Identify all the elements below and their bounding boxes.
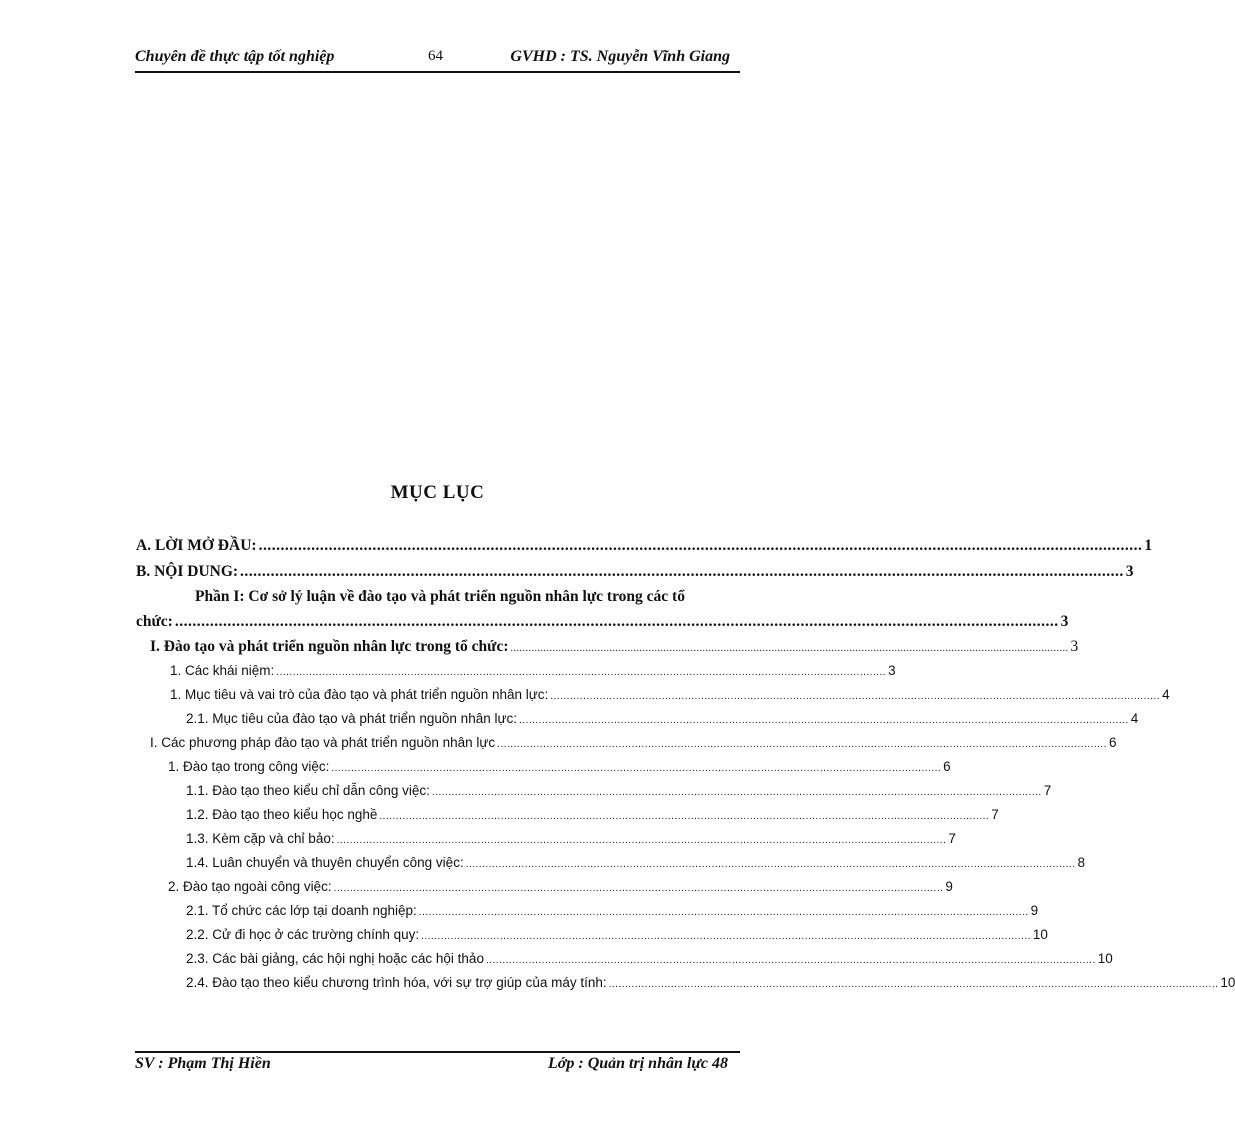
toc-label: B. NỘI DUNG: bbox=[136, 563, 239, 580]
toc-leader: .......................................................................................................................................................................................... bbox=[418, 907, 1029, 918]
toc-entry[interactable] bbox=[186, 805, 999, 825]
toc-entry[interactable] bbox=[186, 973, 1235, 993]
toc-entry[interactable] bbox=[186, 829, 956, 849]
toc-label: 2. Đào tạo ngoài công việc: bbox=[168, 879, 332, 894]
toc-page: 3 bbox=[1070, 638, 1079, 655]
toc-label: 1.3. Kèm cặp và chỉ bảo: bbox=[186, 831, 335, 846]
toc-page: 6 bbox=[1108, 735, 1117, 750]
toc-page: 6 bbox=[943, 759, 951, 774]
toc-leader: .......................................................................................................................................................................................... bbox=[379, 811, 990, 822]
toc-entry[interactable] bbox=[186, 853, 1085, 873]
footer-rule bbox=[135, 1051, 740, 1053]
toc-label: 1.2. Đào tạo theo kiểu học nghề bbox=[186, 807, 378, 822]
toc-entry[interactable] bbox=[168, 757, 951, 777]
toc-entry-a[interactable] bbox=[136, 536, 1153, 556]
toc-label: 1. Đào tạo trong công việc: bbox=[168, 759, 330, 774]
toc-leader: .......................................................................................................................................................................................... bbox=[331, 763, 942, 774]
header-supervisor: GVHD : TS. Nguyễn Vĩnh Giang bbox=[510, 48, 730, 65]
toc-entry[interactable] bbox=[186, 949, 1113, 969]
toc-page: 8 bbox=[1077, 855, 1085, 870]
toc-page: 10 bbox=[1220, 975, 1235, 990]
toc-part1-title[interactable]: Phần I: Cơ sở lý luận về đào tạo và phát triển nguồn nhân lực trong các tổ bbox=[195, 588, 685, 605]
toc-label: 2.1. Mục tiêu của đào tạo và phát triển nguồn nhân lực: bbox=[186, 711, 518, 726]
toc-title: MỤC LỤC bbox=[390, 482, 485, 503]
toc-entry[interactable] bbox=[170, 661, 896, 681]
toc-leader: .......................................................................................................................................................................................... bbox=[519, 715, 1129, 726]
footer-class: Lớp : Quản trị nhân lực 48 bbox=[548, 1055, 728, 1072]
page-header bbox=[135, 48, 740, 70]
toc-page: 7 bbox=[991, 807, 999, 822]
toc-page: 7 bbox=[948, 831, 956, 846]
toc-entry[interactable] bbox=[170, 685, 1170, 705]
toc-leader: .......................................................................................................................................................................................... bbox=[276, 667, 887, 678]
toc-page: 3 bbox=[1060, 613, 1069, 630]
toc-label: A. LỜI MỞ ĐẦU: bbox=[136, 537, 257, 554]
toc-entry[interactable] bbox=[186, 901, 1039, 921]
toc-leader: .......................................................................................................................................................................................................... bbox=[258, 537, 1143, 554]
toc-leader: .......................................................................................................................................................................................... bbox=[336, 835, 947, 846]
toc-label: 2.4. Đào tạo theo kiểu chương trình hóa, với sự trợ giúp của máy tính: bbox=[186, 975, 607, 990]
toc-page: 7 bbox=[1043, 783, 1052, 798]
toc-page: 9 bbox=[945, 879, 953, 894]
toc-label: I. Các phương pháp đào tạo và phát triển nguồn nhân lực bbox=[150, 735, 496, 750]
toc-label: 1.4. Luân chuyển và thuyên chuyển công việc: bbox=[186, 855, 464, 870]
toc-entry-part1[interactable] bbox=[136, 612, 1069, 632]
toc-leader: .......................................................................................................................................................................................... bbox=[497, 739, 1107, 750]
toc-page: 3 bbox=[1125, 563, 1134, 580]
toc-label: 1. Mục tiêu và vai trò của đào tạo và phát triển nguồn nhân lực: bbox=[170, 687, 549, 702]
page-footer bbox=[135, 1055, 740, 1077]
toc-page: 4 bbox=[1130, 711, 1139, 726]
toc-page: 1 bbox=[1144, 537, 1153, 554]
toc-label: 2.1. Tổ chức các lớp tại doanh nghiệp: bbox=[186, 903, 417, 918]
toc-entry-b[interactable] bbox=[136, 562, 1134, 582]
toc-page: 3 bbox=[888, 663, 896, 678]
toc-leader: .......................................................................................................................................................................................... bbox=[510, 643, 1069, 654]
toc-entry[interactable] bbox=[186, 781, 1052, 801]
toc-leader: .......................................................................................................................................................................................... bbox=[465, 859, 1076, 870]
header-page-number: 64 bbox=[428, 48, 443, 64]
toc-page: 10 bbox=[1097, 951, 1113, 966]
header-document-title: Chuyên đề thực tập tốt nghiệp bbox=[135, 48, 335, 65]
toc-entry[interactable] bbox=[168, 877, 953, 897]
toc-label: I. Đào tạo và phát triển nguồn nhân lực trong tổ chức: bbox=[150, 638, 509, 655]
toc-leader: .......................................................................................................................................................................................... bbox=[333, 883, 944, 894]
toc-leader: .......................................................................................................................................................................................... bbox=[485, 955, 1096, 966]
toc-label: 1. Các khái niệm: bbox=[170, 663, 275, 678]
toc-entry[interactable] bbox=[150, 733, 1117, 753]
toc-label: 2.3. Các bài giảng, các hội nghị hoặc các hội thảo bbox=[186, 951, 484, 966]
toc-label: chức: bbox=[136, 613, 173, 630]
toc-leader: .......................................................................................................................................................................................................... bbox=[174, 613, 1059, 630]
toc-leader: .......................................................................................................................................................................................... bbox=[550, 691, 1161, 702]
toc-entry[interactable] bbox=[150, 637, 1079, 657]
toc-entry[interactable] bbox=[186, 709, 1139, 729]
toc-page: 4 bbox=[1162, 687, 1170, 702]
toc-page: 10 bbox=[1032, 927, 1048, 942]
toc-leader: .......................................................................................................................................................................................................... bbox=[240, 563, 1124, 580]
toc-leader: .......................................................................................................................................................................................... bbox=[421, 931, 1031, 942]
toc-leader: .......................................................................................................................................................................................... bbox=[608, 979, 1219, 990]
toc-leader: .......................................................................................................................................................................................... bbox=[431, 787, 1042, 798]
header-rule bbox=[135, 71, 740, 73]
toc-entry[interactable] bbox=[186, 925, 1048, 945]
footer-student: SV : Phạm Thị Hiền bbox=[135, 1055, 271, 1072]
toc-label: 2.2. Cử đi học ở các trường chính quy: bbox=[186, 927, 420, 942]
toc-label: 1.1. Đào tạo theo kiểu chỉ dẫn công việc: bbox=[186, 783, 430, 798]
toc-page: 9 bbox=[1030, 903, 1039, 918]
